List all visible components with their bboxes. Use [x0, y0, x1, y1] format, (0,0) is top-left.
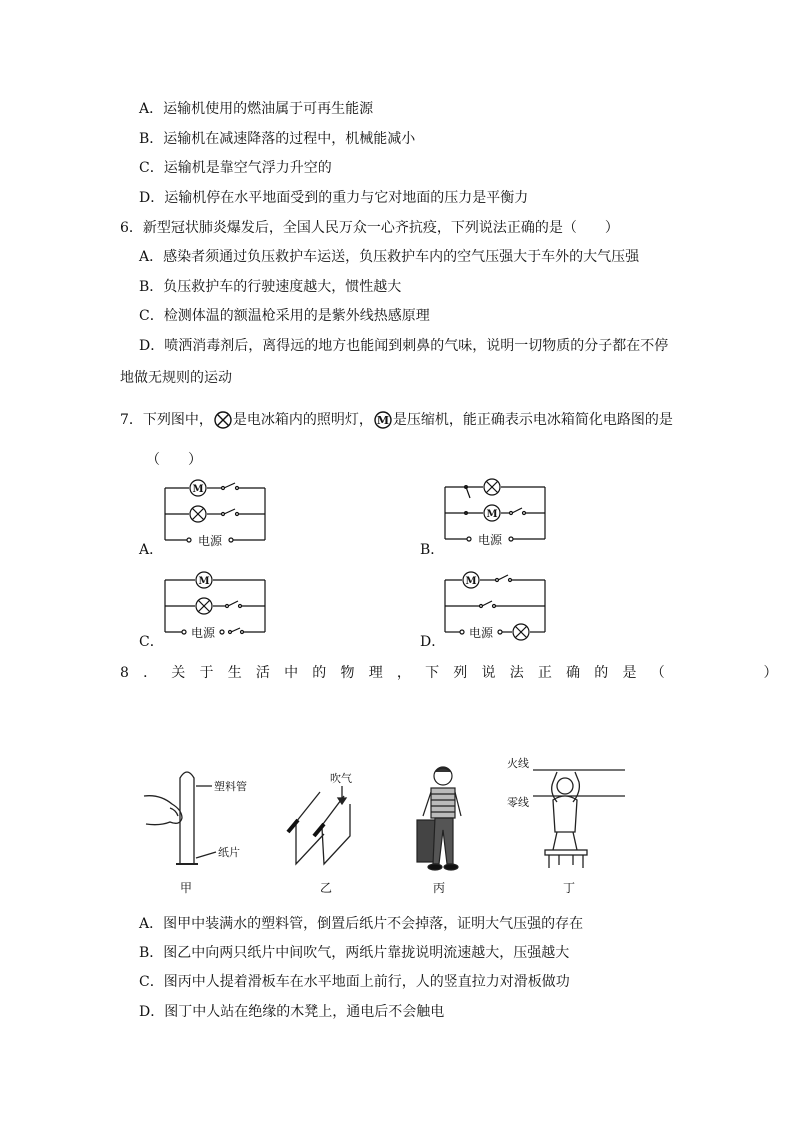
label-paper: 纸片	[218, 846, 240, 859]
q8-option-d: D．图丁中人站在绝缘的木凳上，通电后不会触电	[139, 1004, 445, 1020]
circuit-c-power-label: 电源	[190, 626, 216, 640]
q6-option-d-continuation: 地做无规则的运动	[120, 370, 232, 386]
circuit-b-diagram	[440, 473, 552, 549]
circuit-b-power-label: 电源	[477, 533, 503, 547]
q8-option-b: B．图乙中向两只纸片中间吹气，两纸片靠拢说明流速越大，压强越大	[139, 945, 570, 961]
q6-stem: 6．新型冠状肺炎爆发后，全国人民万众一心齐抗疫，下列说法正确的是（ ）	[120, 220, 619, 236]
circuit-d-diagram	[440, 570, 552, 642]
motor-symbol-letter: M	[376, 414, 390, 427]
circuit-a-diagram	[160, 478, 272, 550]
lamp-symbol-icon	[213, 410, 233, 430]
q5-option-a: A．运输机使用的燃油属于可再生能源	[139, 101, 374, 117]
circuit-a-letter: A．	[139, 542, 164, 558]
figure-ding-wires	[505, 752, 640, 900]
circuit-c-diagram	[160, 570, 272, 642]
q6-option-d: D．喷洒消毒剂后，离得远的地方也能闻到刺鼻的气味，说明一切物质的分子都在不停	[139, 338, 669, 354]
q5-option-c: C．运输机是靠空气浮力升空的	[139, 160, 332, 176]
motor-symbol-icon	[373, 410, 393, 430]
circuit-d-letter: D．	[420, 634, 446, 650]
figure-jia-plastic-tube	[140, 760, 260, 900]
figure-yi-two-papers	[280, 760, 380, 900]
label-blow: 吹气	[330, 772, 352, 785]
q7-stem-part3: 是压缩机，能正确表示电冰箱简化电路图的是	[392, 412, 673, 428]
circuit-c-motor-letter: M	[198, 576, 210, 587]
circuit-a-power-label: 电源	[197, 534, 223, 548]
label-plastic-tube: 塑料管	[214, 780, 247, 793]
label-neutral-wire: 零线	[507, 796, 529, 809]
circuit-b-letter: B．	[420, 542, 445, 558]
q6-option-b: B．负压救护车的行驶速度越大，惯性越大	[139, 279, 402, 295]
circuit-c-letter: C．	[139, 634, 164, 650]
q5-option-b: B．运输机在减速降落的过程中，机械能减小	[139, 131, 416, 147]
label-yi: 乙	[320, 881, 333, 895]
label-jia: 甲	[180, 881, 193, 895]
q6-option-c: C．检测体温的额温枪采用的是紫外线热感原理	[139, 308, 430, 324]
q7-answer-paren: （ ）	[146, 452, 202, 468]
circuit-a-motor-letter: M	[192, 484, 204, 495]
circuit-d-motor-letter: M	[465, 576, 477, 587]
figure-bing-person	[405, 760, 485, 900]
q6-option-a: A．感染者须通过负压救护车运送，负压救护车内的空气压强大于车外的大气压强	[139, 249, 640, 265]
label-ding: 丁	[563, 881, 576, 895]
q7-stem	[120, 410, 673, 430]
label-bing: 丙	[433, 881, 446, 895]
q8-option-a: A．图甲中装满水的塑料管，倒置后纸片不会掉落，证明大气压强的存在	[139, 916, 584, 932]
q8-stem: 8．关于生活中的物理，下列说法正确的是（ ）	[120, 665, 792, 681]
q7-stem-part2: 是电冰箱内的照明灯，	[232, 412, 373, 428]
q7-stem-part1: 7．下列图中，	[120, 412, 213, 428]
q5-option-d: D．运输机停在水平地面受到的重力与它对地面的压力是平衡力	[139, 190, 529, 206]
label-live-wire: 火线	[507, 757, 529, 770]
circuit-d-power-label: 电源	[468, 626, 494, 640]
circuit-b-motor-letter: M	[486, 509, 498, 520]
q8-option-c: C．图丙中人提着滑板车在水平地面上前行，人的竖直拉力对滑板做功	[139, 974, 570, 990]
